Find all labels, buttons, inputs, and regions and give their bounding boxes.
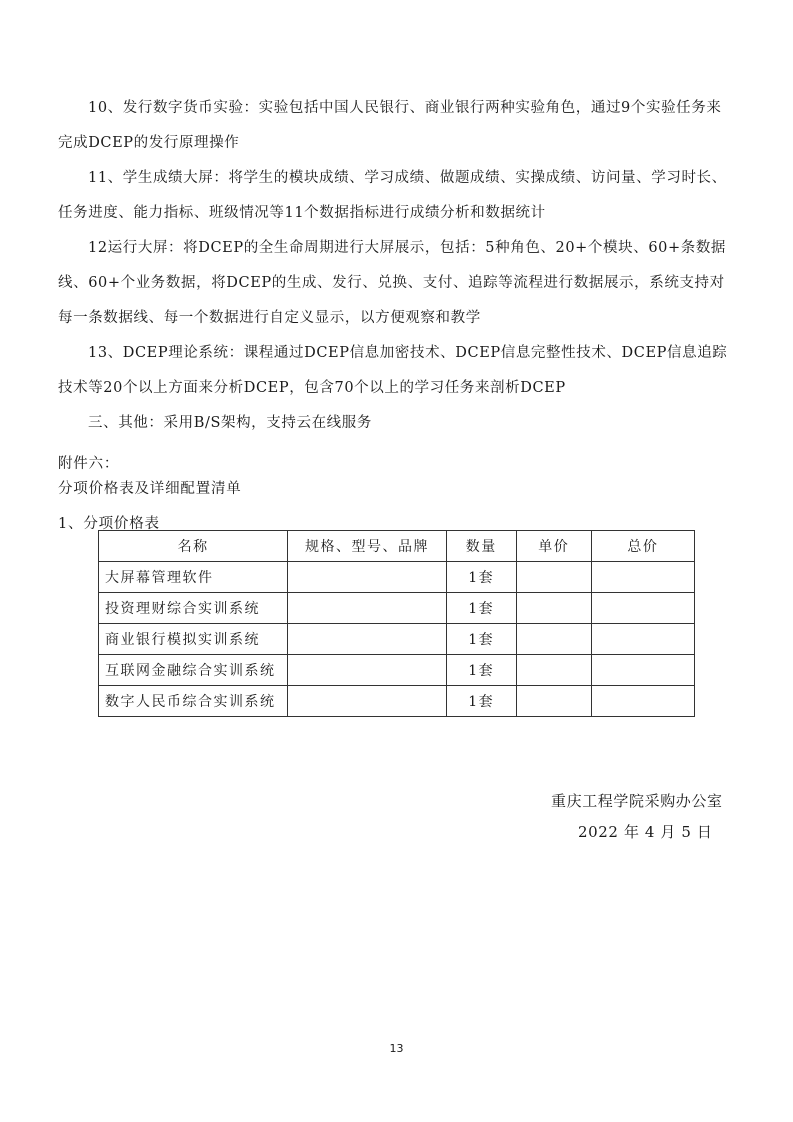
cell-qty: 1套 (446, 593, 516, 624)
cell-qty: 1套 (446, 562, 516, 593)
table-row (99, 655, 695, 686)
item-10-paragraph: 10、发行数字货币实验：实验包括中国人民银行、商业银行两种实验角色，通过9个实验任务来完成DCEP的发行原理操作 (58, 100, 722, 151)
cell-spec (288, 562, 446, 593)
cell-name: 互联网金融综合实训系统 (99, 655, 288, 686)
attachment-label: 附件六： (58, 456, 120, 472)
cell-qty: 1套 (446, 624, 516, 655)
cell-spec (288, 655, 446, 686)
item-13-paragraph: 13、DCEP理论系统：课程通过DCEP信息加密技术、DCEP信息完整性技术、DCEP信息追踪技术等20个以上方面来分析DCEP，包含70个以上的学习任务来剖析DCEP (58, 345, 728, 396)
signature-date: 2022 年 4 月 5 日 (578, 823, 713, 841)
cell-spec (288, 624, 446, 655)
cell-unit-price (516, 562, 591, 593)
cell-qty: 1套 (446, 686, 516, 717)
cell-unit-price (516, 624, 591, 655)
cell-name: 商业银行模拟实训系统 (99, 624, 288, 655)
cell-unit-price (516, 686, 591, 717)
header-unit-price: 单价 (516, 531, 591, 562)
cell-name: 大屏幕管理软件 (99, 562, 288, 593)
signature-org: 重庆工程学院采购办公室 (551, 792, 723, 810)
table-row (99, 624, 695, 655)
header-spec: 规格、型号、品牌 (288, 531, 446, 562)
other-paragraph: 三、其他：采用B/S架构，支持云在线服务 (88, 415, 372, 431)
price-table (98, 530, 695, 717)
cell-total-price (591, 624, 694, 655)
header-qty: 数量 (446, 531, 516, 562)
cell-unit-price (516, 593, 591, 624)
cell-name: 投资理财综合实训系统 (99, 593, 288, 624)
attachment-subtitle: 1、分项价格表 (58, 516, 160, 532)
page-number: 13 (389, 1042, 404, 1055)
table-header-row (99, 531, 695, 562)
cell-total-price (591, 562, 694, 593)
cell-unit-price (516, 655, 591, 686)
cell-name: 数字人民币综合实训系统 (99, 686, 288, 717)
cell-qty: 1套 (446, 655, 516, 686)
cell-total-price (591, 686, 694, 717)
header-name: 名称 (99, 531, 288, 562)
table-row (99, 562, 695, 593)
cell-spec (288, 686, 446, 717)
header-total-price: 总价 (591, 531, 694, 562)
cell-total-price (591, 655, 694, 686)
cell-total-price (591, 593, 694, 624)
table-row (99, 686, 695, 717)
table-row (99, 593, 695, 624)
item-11-paragraph: 11、学生成绩大屏：将学生的模块成绩、学习成绩、做题成绩、实操成绩、访问量、学习时长、任务进度、能力指标、班级情况等11个数据指标进行成绩分析和数据统计 (58, 170, 727, 221)
attachment-title: 分项价格表及详细配置清单 (58, 481, 242, 497)
cell-spec (288, 593, 446, 624)
item-12-paragraph: 12运行大屏：将DCEP的全生命周期进行大屏展示，包括：5种角色、20+个模块、60+条数据线、60+个业务数据，将DCEP的生成、发行、兑换、支付、追踪等流程进行数据展示，系统支持对每一条数据线、每一个数据进行自定义显示，以方便观察和教学 (58, 240, 727, 326)
